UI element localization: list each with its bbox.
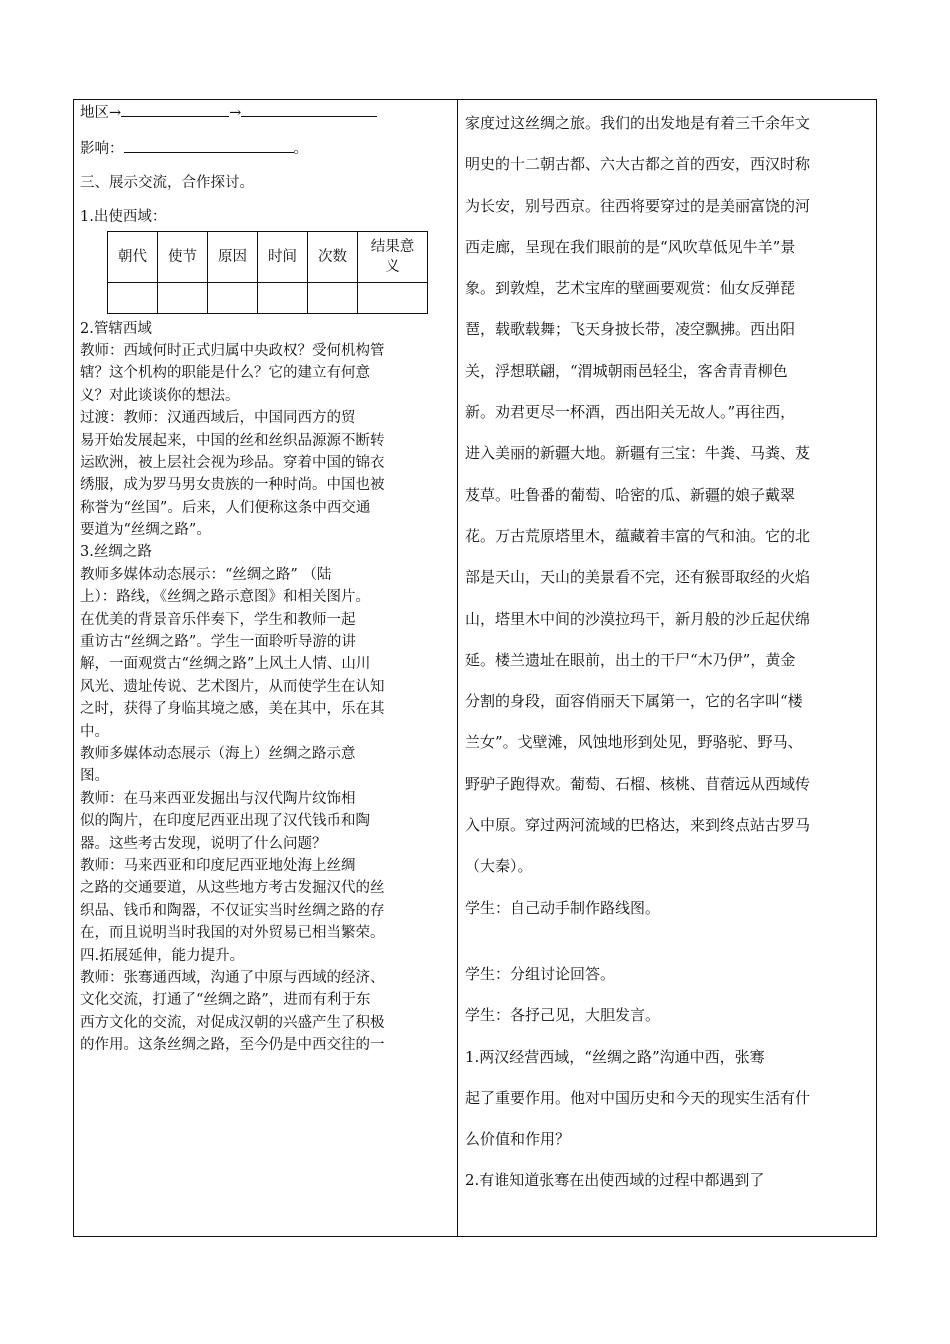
text-line: 四.拓展延伸，能力提升。 <box>80 947 245 964</box>
text-line: 花。万古荒原塔里木，蕴藏着丰富的气和油。它的北 <box>465 526 811 545</box>
text-line: 学生：分组讨论回答。 <box>465 964 616 983</box>
text-line: 器。这些考古发现，说明了什么问题？ <box>80 835 327 852</box>
text-line: 中。 <box>80 723 109 740</box>
region-arrow: → <box>229 105 242 121</box>
table-cell <box>208 282 258 313</box>
table-header-cell: 次数 <box>308 231 358 282</box>
text-line: 教师多媒体动态展示（海上）丝绸之路示意 <box>80 745 356 762</box>
influence-label: 影响： <box>80 141 124 158</box>
section3-heading: 三、展示交流，合作探讨。 <box>80 174 254 191</box>
text-line: 辖？这个机构的职能是什么？它的建立有何意 <box>80 365 370 382</box>
left-column <box>80 101 452 1235</box>
text-line: 兰女”。戈壁滩，风蚀地形到处见，野骆驼、野马、 <box>465 733 803 752</box>
text-line: 关，浮想联翩，“渭城朝雨邑轻尘，客舍青青柳色 <box>465 361 788 380</box>
text-line: 山，塔里木中间的沙漠拉玛干，新月般的沙丘起伏绵 <box>465 609 811 628</box>
text-line: 明史的十二朝古都、六大古都之首的西安，西汉时称 <box>465 155 811 174</box>
sub1-heading: 1.出使西域： <box>80 209 167 226</box>
table-cell <box>108 282 158 313</box>
text-line: 分割的身段，面容俏丽天下属第一，它的名字叫“楼 <box>465 692 803 711</box>
text-line: 3.丝绸之路 <box>80 544 152 561</box>
region-blank-1 <box>121 101 229 117</box>
table-cell <box>358 282 428 313</box>
left-body <box>80 318 452 1057</box>
table-header-cell: 原因 <box>208 231 258 282</box>
text-line: 在优美的背景音乐伴奏下，学生和教师一起 <box>80 611 356 628</box>
text-line: 图。 <box>80 768 109 785</box>
text-line: 教师：张骞通西域，沟通了中原与西域的经济、 <box>80 969 385 986</box>
right-column <box>465 103 865 1233</box>
column-divider <box>457 99 458 1237</box>
text-line: 上）：路线，《丝绸之路示意图》和相关图片。 <box>80 589 370 606</box>
influence-line <box>80 137 452 159</box>
text-line: 之路的交通要道，从这些地方考古发掘汉代的丝 <box>80 880 385 897</box>
envoy-table <box>107 231 428 314</box>
text-line: 似的陶片，在印度尼西亚出现了汉代钱币和陶 <box>80 813 370 830</box>
text-line: 运欧洲，被上层社会视为珍品。穿着中国的锦衣 <box>80 454 385 471</box>
text-line: 解，一面观赏古“丝绸之路”上风土人情、山川 <box>80 656 371 673</box>
region-line <box>80 101 452 123</box>
table-header-cell: 结果意义 <box>358 231 428 282</box>
table-cell <box>308 282 358 313</box>
right-body-a <box>465 103 865 929</box>
text-line: 象。到敦煌，艺术宝库的壁画要观赏：仙女反弹琵 <box>465 279 796 298</box>
text-line: 野驴子跑得欢。葡萄、石榴、核桃、苜蓿远从西域传 <box>465 774 811 793</box>
text-line: 易开始发展起来，中国的丝和丝织品源源不断转 <box>80 432 385 449</box>
text-line: 学生：自己动手制作路线图。 <box>465 898 661 917</box>
table-cell <box>258 282 308 313</box>
text-line: 入中原。穿过两河流域的巴格达，来到终点站古罗马 <box>465 816 811 835</box>
text-line: 义？对此谈谈你的想法。 <box>80 387 240 404</box>
text-line: 重访古“丝绸之路”。学生一面聆听导游的讲 <box>80 634 356 651</box>
table-cell <box>158 282 208 313</box>
influence-end: 。 <box>293 141 308 158</box>
text-line: 教师：马来西亚和印度尼西亚地处海上丝绸 <box>80 857 356 874</box>
text-line: 称誉为“丝国”。后来，人们便称这条中西交通 <box>80 499 371 516</box>
text-line: 2.有谁知道张骞在出使西域的过程中都遇到了 <box>465 1171 765 1190</box>
right-body-b <box>465 954 865 1202</box>
text-line: 部是天山，天山的美景看不完，还有猴哥取经的火焰 <box>465 568 811 587</box>
region-label: 地区→ <box>80 105 122 121</box>
text-line: 过渡：教师：汉通西域后，中国同西方的贸 <box>80 410 356 427</box>
table-header-cell: 朝代 <box>108 231 158 282</box>
text-line: 在，而且说明当时我国的对外贸易已相当繁荣。 <box>80 925 385 942</box>
text-line: 绣服，成为罗马男女贵族的一种时尚。中国也被 <box>80 477 385 494</box>
text-line: （大秦）。 <box>465 857 533 876</box>
text-line: 新。劝君更尽一杯酒，西出阳关无故人。”再往西， <box>465 403 796 422</box>
text-line: 学生：各抒己见，大胆发言。 <box>465 1006 661 1025</box>
spacer <box>465 929 865 954</box>
text-line: 芨草。吐鲁番的葡萄、哈密的瓜、新疆的娘子戴翠 <box>465 485 796 504</box>
text-line: 西方文化的交流，对促成汉朝的兴盛产生了积极 <box>80 1014 385 1031</box>
text-line: 的作用。这条丝绸之路，至今仍是中西交往的一 <box>80 1037 385 1054</box>
text-line: 延。楼兰遗址在眼前，出土的干尸“木乃伊”，黄金 <box>465 650 796 669</box>
text-line: 文化交流，打通了“丝绸之路”，进而有利于东 <box>80 992 371 1009</box>
text-line: 琶，载歌载舞；飞天身披长带，凌空飘拂。西出阳 <box>465 320 796 339</box>
region-blank-2 <box>241 101 377 117</box>
text-line: 为长安，别号西京。往西将要穿过的是美丽富饶的河 <box>465 196 811 215</box>
text-line: 么价值和作用？ <box>465 1130 571 1149</box>
text-line: 之时，获得了身临其境之感，美在其中，乐在其 <box>80 701 385 718</box>
text-line: 风光、遗址传说、艺术图片，从而使学生在认知 <box>80 678 385 695</box>
text-line: 织品、钱币和陶器，不仅证实当时丝绸之路的存 <box>80 902 385 919</box>
text-line: 家度过这丝绸之旅。我们的出发地是有着三千余年文 <box>465 114 811 132</box>
influence-blank <box>124 137 294 153</box>
text-line: 2.管辖西域 <box>80 320 152 337</box>
text-line: 西走廊，呈现在我们眼前的是“风吹草低见牛羊”景 <box>465 237 796 256</box>
table-header-cell: 时间 <box>258 231 308 282</box>
text-line: 进入美丽的新疆大地。新疆有三宝：牛粪、马粪、芨 <box>465 444 811 463</box>
text-line: 教师：在马来西亚发掘出与汉代陶片纹饰相 <box>80 790 356 807</box>
text-line: 教师：西域何时正式归属中央政权？受何机构管 <box>80 342 385 359</box>
text-line: 要道为“丝绸之路”。 <box>80 522 211 539</box>
text-line: 1.两汉经营西域，“丝绸之路”沟通中西，张骞 <box>465 1047 765 1066</box>
text-line: 起了重要作用。他对中国历史和今天的现实生活有什 <box>465 1088 811 1107</box>
text-line: 教师多媒体动态展示：“丝绸之路” （陆 <box>80 566 332 583</box>
table-header-cell: 使节 <box>158 231 208 282</box>
